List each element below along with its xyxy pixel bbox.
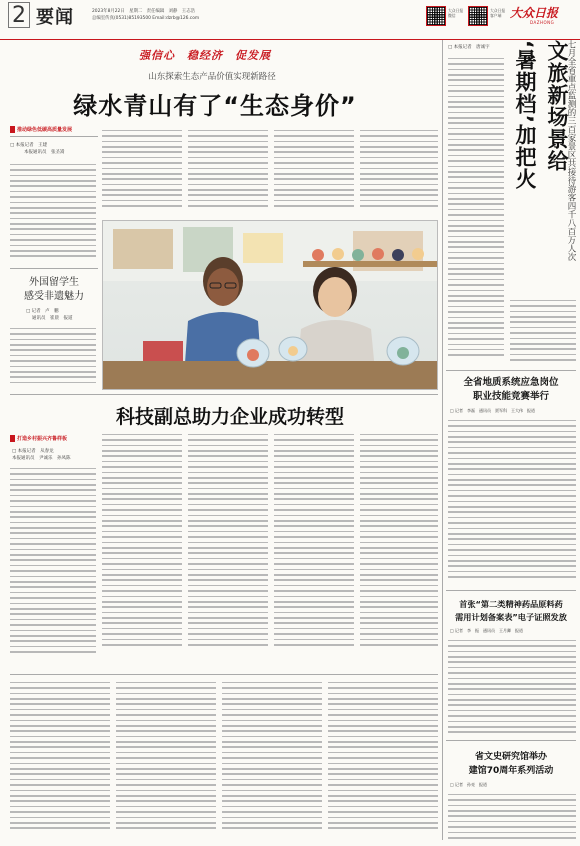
article-body-column bbox=[448, 636, 576, 736]
page-header bbox=[0, 0, 580, 40]
masthead-logo: 大众日报 bbox=[510, 6, 559, 20]
masthead-sub: DAZHONG bbox=[530, 20, 555, 25]
byline-foreign: □ 记者 卢 鹏 通讯员 崔晨 报道 bbox=[26, 309, 73, 321]
tag-marker-icon bbox=[10, 126, 15, 133]
vertical-headline-line1: 文旅新场景给 bbox=[545, 40, 569, 172]
article-body-column bbox=[10, 464, 96, 670]
article-body-column bbox=[102, 430, 182, 670]
slogan-text: 强信心 稳经济 促发展 bbox=[139, 49, 271, 62]
vertical-subheadline-tourism: 七月全省重点监测的三百家景区共接待游客四千八百万人次 bbox=[566, 40, 576, 261]
divider bbox=[10, 268, 98, 269]
divider bbox=[446, 370, 576, 371]
news-photo bbox=[102, 220, 438, 390]
vertical-headline-line2: ‘暑期档’加把火 bbox=[513, 40, 537, 190]
byline-medicine: □ 记者 李 振 通讯员 王月卿 报道 bbox=[450, 628, 524, 633]
divider bbox=[10, 674, 438, 675]
byline-green: □ 本报记者 王建 本报通讯员 张圣嵩 bbox=[10, 143, 65, 155]
byline-culture: □ 记者 孙亮 报道 bbox=[450, 782, 488, 787]
header-meta-line2: 总编室传真(0531)85193500 Email:dzrb@126.com bbox=[92, 16, 200, 21]
section-tag-tech bbox=[10, 434, 67, 443]
header-meta-line1: 2023年8月22日 星期二 责任编辑 刘静 王志浩 bbox=[92, 9, 195, 14]
article-headline-medicine: 首张“第二类精神药品原料药 需用计划备案表”电子证照发放 bbox=[455, 599, 567, 622]
article-body-column bbox=[10, 160, 96, 266]
header-meta bbox=[92, 8, 199, 22]
article-headline-tech: 科技副总助力企业成功转型 bbox=[115, 406, 344, 428]
article-body-column bbox=[448, 790, 576, 842]
article-body-column bbox=[116, 678, 216, 842]
article-headline-culture: 省文史研究馆举办 建馆70周年系列活动 bbox=[468, 752, 554, 776]
qr-caption-1: 大众日报 微信 bbox=[448, 8, 464, 18]
tag-marker-icon bbox=[10, 435, 15, 442]
article-body-column bbox=[102, 126, 182, 216]
article-body-column bbox=[448, 416, 576, 586]
divider bbox=[10, 394, 438, 395]
article-body-column bbox=[10, 678, 110, 842]
article-body-column bbox=[328, 678, 438, 842]
section-tag-green bbox=[10, 125, 72, 134]
article-kicker: 山东探索生态产品价值实现新路径 bbox=[148, 72, 276, 82]
divider bbox=[446, 740, 576, 741]
slogan-banner bbox=[100, 44, 310, 62]
qr-code-app bbox=[468, 6, 488, 26]
byline-tech: □ 本报记者 从春龙 本报通讯员 尹诚乐 孙凤陈 bbox=[12, 449, 71, 461]
qr-code-wechat bbox=[426, 6, 446, 26]
article-body-column bbox=[274, 126, 354, 216]
article-headline-foreign: 外国留学生 感受非遗魅力 bbox=[24, 277, 84, 302]
column-divider bbox=[442, 40, 443, 840]
page-number: 2 bbox=[8, 2, 30, 28]
article-body-column bbox=[188, 126, 268, 216]
article-headline-geology: 全省地质系统应急岗位 职业技能竞赛举行 bbox=[463, 377, 559, 402]
article-body-column bbox=[274, 430, 354, 670]
byline-geology: □ 记者 李磊 通讯员 贾军科 王大伟 报道 bbox=[450, 408, 536, 413]
divider bbox=[10, 136, 98, 137]
section-tag-tech-label: 打造乡村振兴齐鲁样板 bbox=[17, 436, 68, 442]
article-body-column bbox=[448, 54, 504, 364]
section-tag-green-label: 推动绿色低碳高质量发展 bbox=[17, 127, 73, 133]
article-body-column bbox=[10, 324, 96, 388]
vertical-headline-tourism bbox=[510, 40, 572, 290]
article-body-column bbox=[510, 296, 576, 364]
article-body-column bbox=[188, 430, 268, 670]
divider bbox=[446, 590, 576, 591]
qr-caption-2: 大众日报 客户端 bbox=[490, 8, 506, 18]
article-body-column bbox=[360, 430, 438, 670]
section-title: 要闻 bbox=[36, 7, 74, 28]
byline-tourism: □ 本报记者 唐诚宇 bbox=[448, 45, 490, 50]
article-headline-green: 绿水青山有了“生态身价” bbox=[73, 92, 357, 120]
article-body-column bbox=[360, 126, 438, 216]
photo-illustration bbox=[103, 221, 438, 390]
article-body-column bbox=[222, 678, 322, 842]
